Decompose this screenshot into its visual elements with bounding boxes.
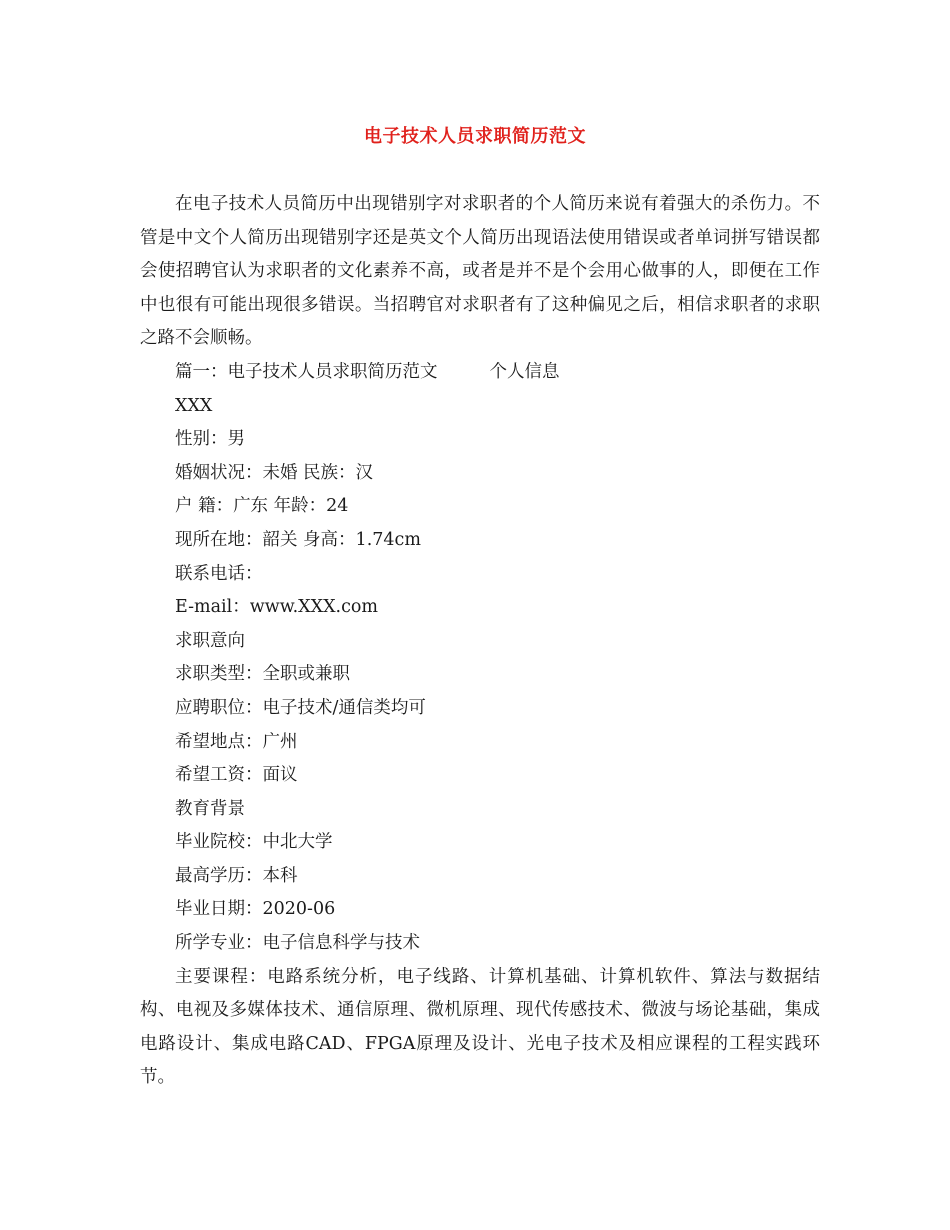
resume-line-location-wish: 希望地点：广州	[175, 731, 298, 752]
resume-line-name: XXX	[175, 395, 213, 416]
courses-paragraph: 主要课程：电路系统分析，电子线路、计算机基础、计算机软件、算法与数据结构、电视及多媒体技术、通信原理、微机原理、现代传感技术、微波与场论基础，集成电路设计、集成电路CAD、FPGA原理及设计、光电子技术及相应课程的工程实践环节。	[140, 966, 820, 1088]
document-body	[140, 188, 820, 1095]
section-heading-line	[140, 356, 820, 390]
resume-line-graduation-date: 毕业日期：2020-06	[175, 899, 336, 920]
resume-line-salary: 希望工资：面议	[175, 765, 298, 786]
resume-line-job-type: 求职类型：全职或兼职	[175, 664, 350, 685]
document-title: 电子技术人员求职简历范文	[364, 126, 586, 147]
resume-line-email: E-mail：www.XXX.com	[175, 597, 379, 618]
resume-line-origin-age: 户 籍：广东 年龄：24	[175, 496, 349, 517]
resume-line-position: 应聘职位：电子技术/通信类均可	[175, 697, 426, 718]
resume-line-school: 毕业院校：中北大学	[175, 832, 333, 853]
section-heading: 篇一：电子技术人员求职简历范文	[175, 361, 438, 382]
resume-line-gender: 性别：男	[175, 429, 245, 450]
intro-paragraph: 在电子技术人员简历中出现错别字对求职者的个人简历来说有着强大的杀伤力。不管是中文个人简历出现错别字还是英文个人简历出现语法使用错误或者单词拼写错误都会使招聘官认为求职者的文化素养不高，或者是并不是个会用心做事的人，即便在工作中也很有可能出现很多错误。当招聘官对求职者有了这种偏见之后，相信求职者的求职之路不会顺畅。	[140, 194, 820, 349]
resume-line-marital-ethnicity: 婚姻状况：未婚 民族：汉	[175, 462, 374, 483]
resume-heading-job-intention: 求职意向	[175, 630, 245, 651]
resume-line-degree: 最高学历：本科	[175, 865, 298, 886]
resume-line-location-height: 现所在地：韶关 身高：1.74cm	[175, 529, 421, 550]
section-subheading: 个人信息	[489, 361, 560, 382]
resume-line-major: 所学专业：电子信息科学与技术	[175, 933, 420, 954]
resume-heading-education: 教育背景	[175, 798, 245, 819]
resume-line-phone: 联系电话：	[175, 563, 263, 584]
